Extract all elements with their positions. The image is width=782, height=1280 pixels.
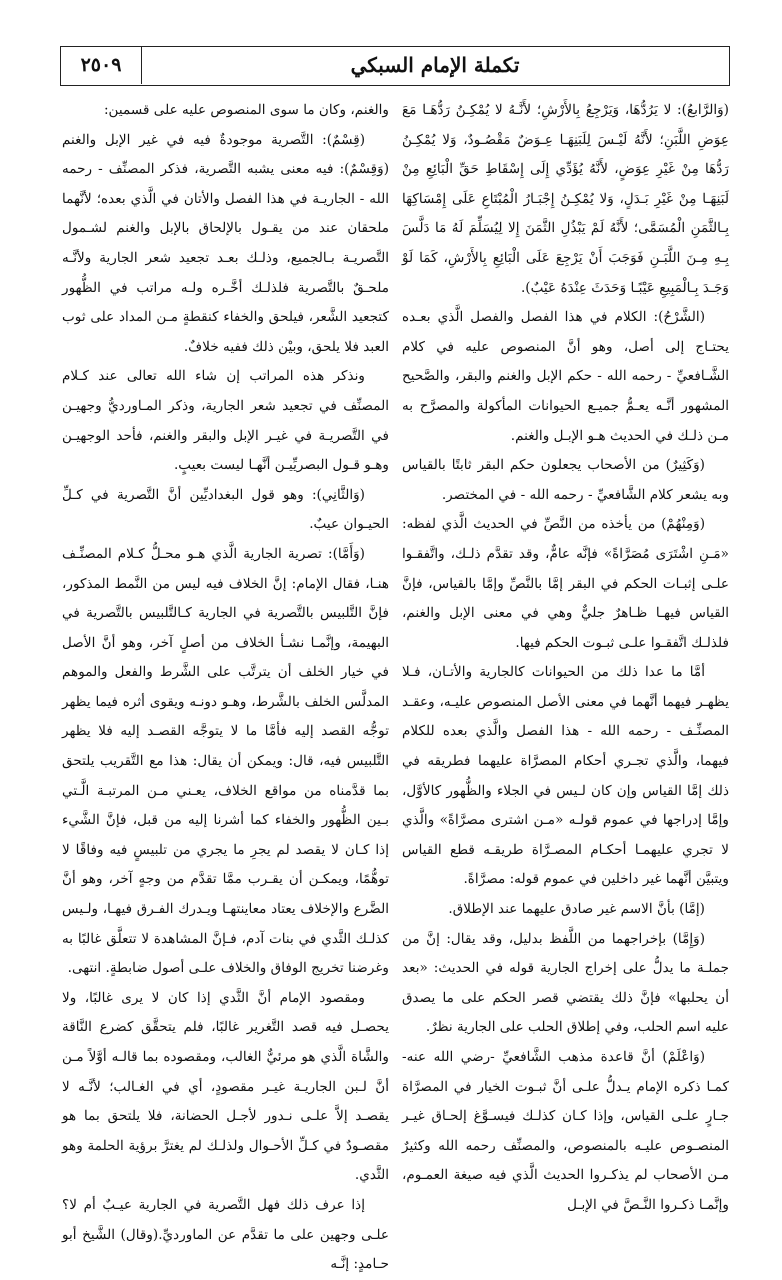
paragraph: (وَالرَّابعُ): لا يَرُدُّهَا، وَيَرْجِعُ بِالأَرْشِ؛ لأَنَّـهُ لا يُمْكِـنُ رَدُّهَـا مَعَ عِوَضِ اللَّبَنِ؛ لأَنَّهُ لَيْـسَ لِلَبَنِهَـا عِـوَضٌ مَقْصُـودٌ، وَلا يُمْكِـنُ رَدُّهَا مِنْ غَيْرِ عِوَضٍ، لأَنَّهُ يُؤَدِّي إِلَى إِسْقَاطِ حَقِّ الْبَائِعِ مِنْ لَبَنِهَـا مِنْ غَيْرِ بَـدَلٍ، وَلا يُمْكِـنُ إِجْبَـارُ الْمُبْتَاعِ عَلَى إِمْسَاكِهَا بِـالثَّمَنِ الْمُسَمَّى؛ لأَنَّهُ لَمْ يَبْذُلِ الثَّمَنَ إِلا لِيُسَلِّمَ لَهُ مَا دَلَّسَ بِـهِ مِـنَ اللَّبَـنِ فَوَجَبَ أَنْ يَرْجِعَ عَلَى الْبَائِعِ بِالأَرْشِ، كَمَا لَوْ وَجَـدَ بِـالْمَبِيعِ عَيْبًـا وَحَدَثَ عِنْدَهُ عَيْبٌ). bbox=[402, 102, 729, 296]
paragraph: (وَكَثِيرٌ) من الأصحاب يجعلون حكم البقر ثابتًا بالقياس وبه يشعر كلام الشَّافعيِّ - رحمه الله - في المختصر. bbox=[402, 457, 729, 503]
right-text-column bbox=[402, 96, 729, 1213]
paragraph: (وَالثَّانِي): وهو قول البغداديِّين أنَّ التَّصرية في كـلِّ الحيـوان عيبٌ. bbox=[62, 486, 389, 533]
page-number: ٢٥٠٩ bbox=[80, 54, 122, 76]
paragraph: (الشَّرْحُ): الكلام في هذا الفصل والفصل الَّذي بعـده يحتـاج إلى أصل، وهو أنَّ المنصوص عليه في كلام الشَّـافعيِّ - رحمه الله - حكم الإبل والغنم والبقر، والصَّحيح المشهور أنَّـه يعـمُّ جميـع الحيوانات المأكولة والمصرَّح به مـن ذلـك في الحديث هـو الإبـل والغنم. bbox=[402, 309, 729, 444]
paragraph: (وَمِنْهُمْ) من يأخذه من النَّصِّ في الحديث الَّذي لفظه: «مَـنِ اشْتَرَى مُصَرَّاةً» فإنَّه عامٌّ، وقد تقدَّم ذلـك، واتَّفقـوا علـى إثبـات الحكم في البقر إمَّا بالنَّصِّ وإمَّا بالقياس، فإنَّ القياس فيهـا ظـاهرٌ جليٌّ وهي في معنى الإبل والغنم، فلذلـك اتَّفقـوا علـى ثبـوت الحكم فيها. bbox=[402, 516, 729, 651]
paragraph: ومقصود الإمام أنَّ الثَّدي إذا كان لا يرى غالبًا، ولا يحصـل فيه قصد التَّغرير غالبًا، فلم يتحقَّق كضرع النَّاقة والشَّاة الَّذي هو مرئيٌّ الغالب، ومقصوده بما قالـه أوَّلاً مـن أنَّ لـبن الجاريـة غيـر مقصودٍ، أي في الغـالب؛ لأنَّـه لا يقصـد إلاَّ علـى نـدور لأجـل الحضانة، فلا يلتحق بما هو مقصـودٌ في كـلِّ الأحـوال ولذلـك لم يغترَّ برؤية الحلمة وهو الثَّدي. bbox=[62, 989, 389, 1184]
paragraph: (وَأَمَّا): تصرية الجارية الَّذي هـو محـلُّ كـلام المصنِّـف هنـا، فقال الإمام: إنَّ الخلاف فيه ليس من النَّمط المذكور، فإنَّ التَّلبيس بالتَّصرية في الجارية كـالتَّلبيس بالتَّصرية في البهيمة، وإنَّمـا نشـأ الخلاف من أصلٍ آخر، وهو أنَّ الأصل في خيار الخلف أن يترتَّب على الشَّرط والفعل والموهم المدلَّس الخلف بالشَّرط، وهـو دونـه ويقوى أثره فيما يظهر توجُّه القصد إليه فأمَّا ما لا يتوجَّه القصـد إليه فلا يظهر التَّلبيس فيه، قال: ويمكن أن يقال: هذا مع التَّقريب يلتحق بما قدَّمناه من مواقع الخلاف، يعـني مـن المرتبـة الَّـتي بـين الظُّهور والخفاء كما أشرنا إليه من قبل، فإنَّ الشَّيء إذا كـان لا يقصد لم يجرِ ما يجري من تلبيسٍ فيه وفاقًا لا توهُّمًا، ويمكـن أن يقـرب ممَّا تقدَّم من وجهٍ آخر، وهو أنَّ الضَّرع والإخلاف يعتاد معاينتهـا ويـدرك الفـرق فيهـا، ولـيس كذلـك الثَّدي في بنات آدم، فـإنَّ المشاهدة لا تتعلَّق غالبًا به وغرضنا تخريج الوفاق والخلاف علـى أصول ضابطةٍ. انتهى. bbox=[62, 545, 389, 977]
book-title: تكملة الإمام السبكي bbox=[350, 53, 520, 77]
paragraph: ونذكر هذه المراتب إن شاء الله تعالى عند كـلام المصنِّف في تجعيد شعر الجارية، وذكر المـاورديُّ وجهيـن في التَّصريـة في غيـر الإبل والبقر والغنم، فأحد الوجهيـن وهـو قـول البصريِّيـن أنَّهـا ليست بعيبٍ. bbox=[62, 368, 389, 474]
paragraph: (وَاعْلَمْ) أنَّ قاعدة مذهب الشَّافعيِّ -رضي الله عنه- كمـا ذكره الإمام يـدلُّ علـى أنَّ ثبـوت الخيار في المصرَّاة جـارٍ علـى القياس، وإذا كـان كذلـك فيسـوَّغ إلحـاق غيـر المنصـوص عليـه بالمنصوص، والمصنِّف رحمه الله وكثيرٌ مـن الأصحاب لم يذكـروا الحديث الَّذي فيه صيغة العمـوم، وإنَّمـا ذكـروا النَّـصَّ في الإبـل bbox=[402, 1049, 729, 1213]
paragraph: والغنم، وكان ما سوى المنصوص عليه على قسمين: bbox=[103, 102, 389, 118]
paragraph: (إمَّا) بأنَّ الاسم غير صادق عليهما عند الإطلاق. bbox=[448, 901, 705, 918]
paragraph: (قِسْمٌ): التَّصرية موجودةٌ فيه في غير الإبل والغنم (وَقِسْمٌ): فيه معنى يشبه التَّصرية، فذكر المصنِّف - رحمه الله - الجاريـة في هذا الفصل والأتان في الَّذي بعده؛ لأنَّهما ملحقان عند من يقـول بالإلحاق بالإبل والغنم لشـمول التَّصريـة بـالجميع، وذلـك بعـد تجعيد شعر الجارية ولأنَّـه ملحـقٌ بالتَّصرية فلذلـك أخَّـره ولـه مراتب في الظُّهور كتجعيد الشَّعر، فيلحق والخفاء كنقطةٍ مـن المداد على ثوب العبد فلا يلحق، وبيْن ذلك ففيه خلافٌ. bbox=[62, 131, 389, 355]
left-text-column bbox=[62, 96, 389, 1273]
page-header bbox=[60, 46, 730, 86]
paragraph: إذا عرف ذلك فهل التَّصرية في الجارية عيـبٌ أم لا؟ علـى وجهين على ما تقدَّم عن الماورديِّ.(وقال) الشَّيخ أبو حـامدٍ: إنَّـه bbox=[62, 1196, 389, 1273]
paragraph: (وَإِمَّا) بإخراجهما من اللَّفظ بدليل، وقد يقال: إنَّ من جملـة ما يدلُّ على إخراج الجارية قوله في الحديث: «بعد أن يحلبها» فإنَّ ذلك يقتضي قصر الحكم على ما يصدق عليه اسم الحلب، وفي إطلاق الحلب على الجارية نظرٌ. bbox=[402, 930, 729, 1036]
header-divider bbox=[141, 47, 142, 84]
paragraph: أمَّا ما عدا ذلك من الحيوانات كالجارية والأتـان، فـلا يظهـر فيهما أنَّهما في معنى الأصل المنصوص عليـه، وعقـد المصنِّـف - رحمه الله - هذا الفصل والَّذي بعده للكلام فيهما، والَّذي تجـري أحكام المصرَّاة عليهما فطريقه في ذلك إمَّا القياس وإن كان لـيس في الجلاء والظُّهور كالأوَّل، وإمَّا إدراجها في عموم قولـه «مـن اشترى مصرَّاةً» والَّذي لا تجري عليهمـا أحكـام المصـرَّاة طريقـه قطع القياس ويتبيَّن أنَّهما غير داخلين في عموم قوله: مصرَّاةً. bbox=[402, 664, 729, 888]
